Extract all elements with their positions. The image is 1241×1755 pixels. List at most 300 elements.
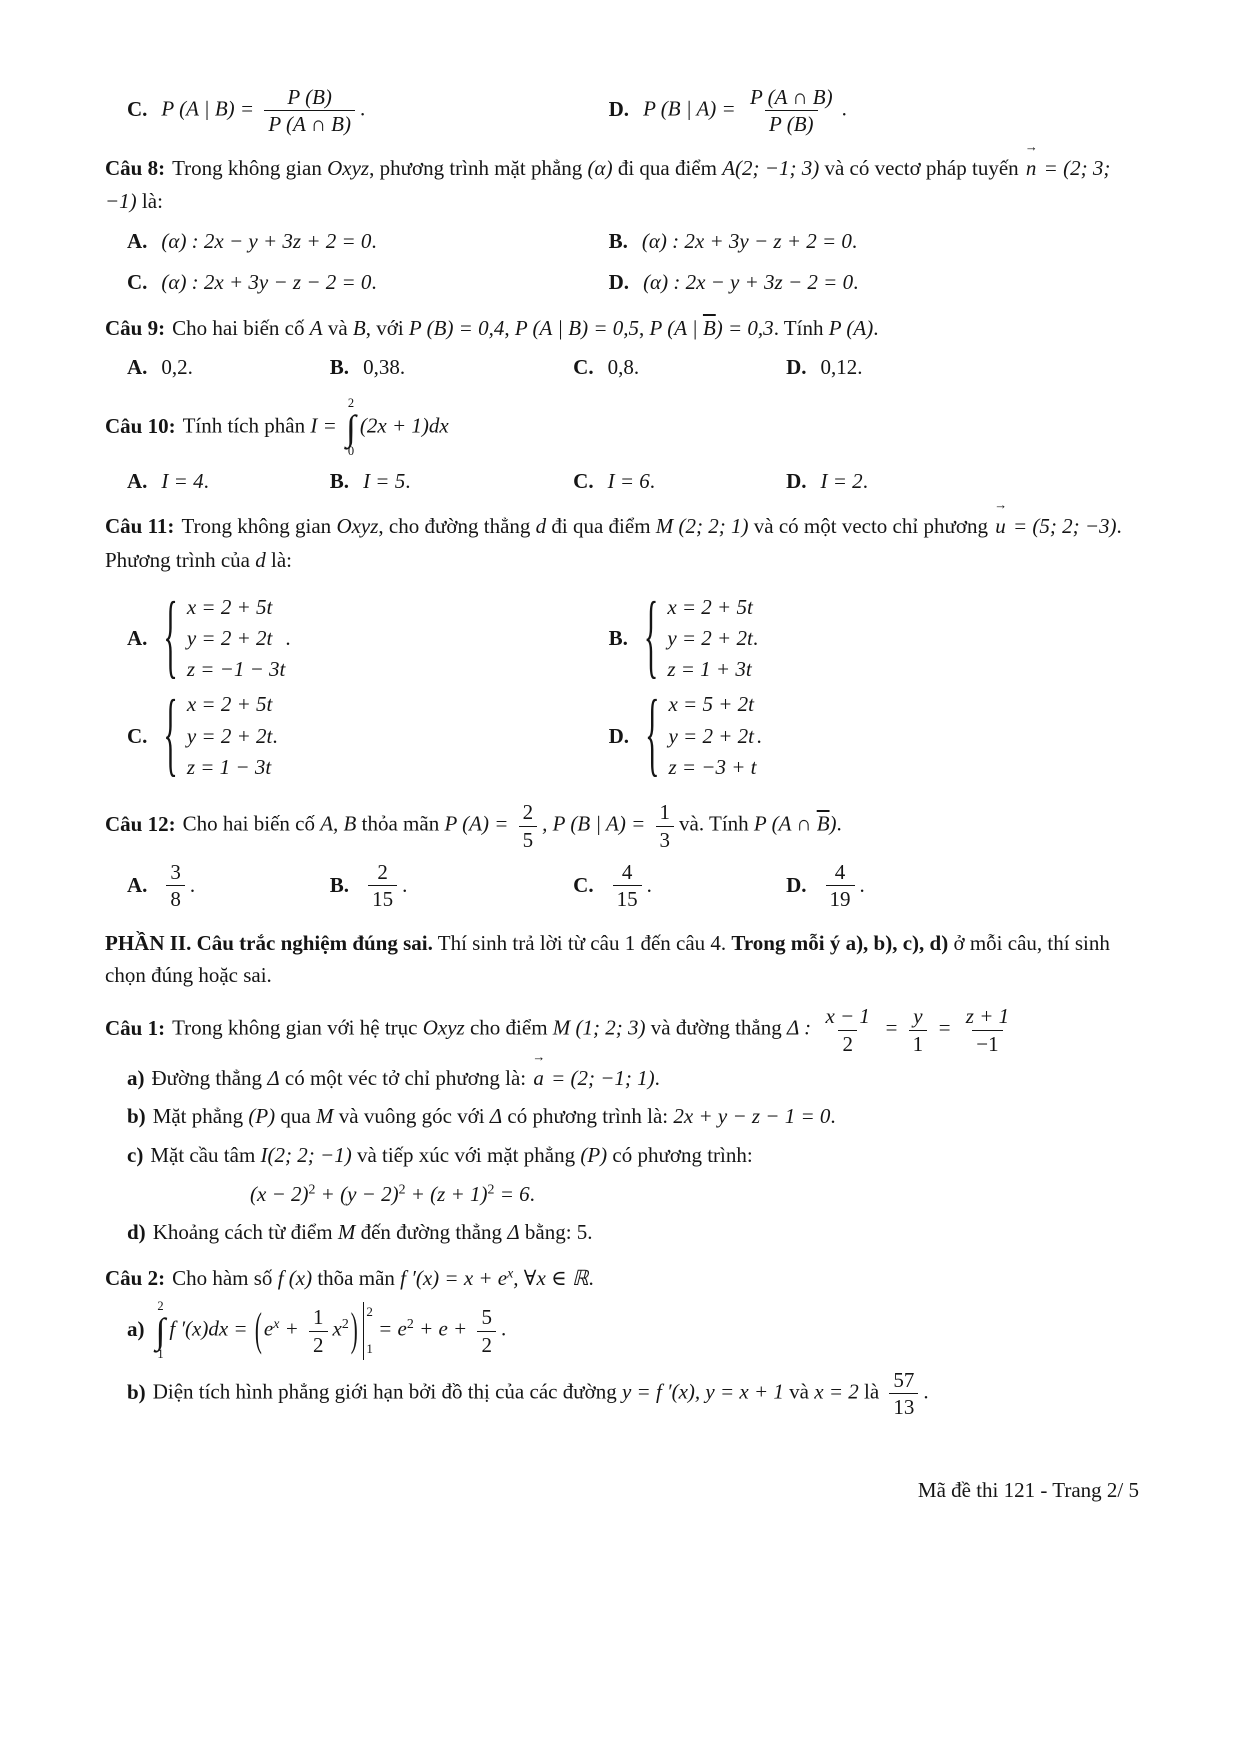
- math-run: P (B): [287, 85, 332, 109]
- bold-run: Trong mỗi ý a), b), c), d): [731, 931, 949, 956]
- cases-line: [187, 691, 273, 718]
- question-label: Câu 2:: [105, 1265, 166, 1290]
- q10-option-a: [127, 465, 330, 499]
- q12-options: [105, 859, 1141, 913]
- fraction-denominator: [613, 885, 642, 912]
- math-run: d: [535, 514, 547, 539]
- p2q1-statement-d: [105, 1216, 1141, 1250]
- text-run: Cho hai biến cố: [172, 315, 310, 340]
- text-run: .: [756, 723, 762, 748]
- fraction-numerator: [909, 1003, 926, 1029]
- text-run: đi qua điểm: [546, 514, 656, 539]
- math-run: P (A ∩ B): [749, 85, 833, 109]
- q10-option-c: [573, 465, 786, 499]
- text-run: 0,12.: [820, 355, 863, 380]
- text-run: 2: [842, 1031, 853, 1056]
- superscript: [399, 1181, 406, 1196]
- option-label: C.: [573, 872, 594, 897]
- text-run: Mặt phẳng: [152, 1104, 249, 1129]
- fraction-denominator: [368, 885, 397, 912]
- text-run: Mặt cầu tâm: [150, 1143, 261, 1167]
- text-run: Đường thẳng: [151, 1065, 268, 1090]
- text-run: .: [646, 872, 652, 897]
- math-run: P (A) =: [444, 811, 514, 836]
- option-label: A.: [127, 468, 148, 493]
- text-run: 1: [659, 800, 671, 825]
- math-run: Δ: [489, 1104, 503, 1129]
- math-run: x: [332, 1317, 342, 1342]
- text-run: .: [371, 228, 377, 253]
- fraction-denominator: [166, 885, 185, 912]
- page-footer: Mã đề thi 121 - Trang 2/ 5: [917, 1478, 1139, 1502]
- option-label: C.: [573, 468, 594, 493]
- fraction-denominator: [889, 1393, 918, 1420]
- p2q1-statement-c-equation: [105, 1178, 1141, 1212]
- overbar-symbol: $\overline{B}$: [702, 315, 716, 340]
- text-run: và: [783, 1379, 815, 1404]
- p2q1-statement-b: [105, 1100, 1141, 1134]
- math-run: z = −1 − 3t: [186, 657, 286, 682]
- text-run: đến đường thẳng: [355, 1220, 508, 1245]
- math-run: z = −3 + t: [668, 755, 757, 780]
- fraction: [909, 1003, 928, 1057]
- text-run: 2: [406, 1316, 414, 1332]
- math-run: = 6: [494, 1181, 530, 1206]
- math-run: ) = 0,3: [715, 315, 774, 340]
- math-run: I = 4: [161, 468, 204, 493]
- math-run: B: [352, 315, 366, 340]
- question-label: a): [127, 1317, 145, 1342]
- text-run: và có một vecto chỉ phương: [748, 514, 994, 539]
- integral: [156, 1300, 166, 1362]
- text-run: 2: [481, 1332, 492, 1357]
- cases-system: [161, 584, 286, 689]
- option-label: D.: [786, 872, 807, 897]
- text-run: .: [752, 625, 759, 650]
- fraction-denominator: [972, 1030, 1002, 1057]
- option-label: B.: [329, 355, 350, 380]
- option-label: C.: [127, 270, 148, 295]
- math-run: (α) : 2x − y + 3z + 2 = 0: [161, 228, 372, 253]
- fraction-denominator: [264, 110, 355, 137]
- text-run: .: [402, 872, 408, 897]
- math-run: Δ :: [786, 1015, 817, 1040]
- option-label: D.: [608, 270, 630, 295]
- lower-limit: 1: [366, 1341, 373, 1357]
- math-run: P (B): [769, 112, 814, 137]
- math-run: y = f ′(x), y = x + 1: [621, 1379, 784, 1404]
- q11-option-b: [608, 584, 1141, 689]
- text-run: có phương trình:: [607, 1143, 753, 1167]
- option-label: A.: [127, 872, 148, 897]
- text-run: 2: [522, 800, 534, 825]
- integral-lower-limit: 1: [157, 1347, 164, 1362]
- math-run: f (x): [277, 1265, 313, 1290]
- text-run: 0,8.: [607, 355, 640, 380]
- superscript: [407, 1316, 414, 1331]
- q9-stem: [105, 312, 1141, 346]
- math-run: =: [878, 1015, 904, 1040]
- text-run: 2: [398, 1180, 406, 1196]
- q8-stem: [105, 152, 1141, 219]
- text-run: Cho hàm số: [172, 1265, 278, 1290]
- text-run: 2: [487, 1180, 495, 1196]
- math-run: Δ: [507, 1220, 520, 1245]
- text-run: .: [285, 625, 291, 650]
- option-label: A.: [127, 625, 148, 650]
- math-run: M (2; 2; 1): [655, 514, 749, 539]
- option-label: D.: [608, 96, 630, 121]
- text-run: .: [359, 96, 366, 121]
- text-run: 1: [912, 1031, 924, 1056]
- cases-line: [668, 754, 756, 781]
- fraction-numerator: [477, 1304, 496, 1330]
- q8-options: [105, 225, 1141, 300]
- text-run: 2: [313, 1332, 324, 1357]
- evaluation-limits: [364, 1302, 373, 1360]
- text-run: cho điểm: [464, 1015, 553, 1040]
- cases-line: [668, 723, 756, 750]
- vector-symbol: u →: [993, 510, 1008, 544]
- cases-system: [161, 682, 273, 787]
- q8-option-d: [609, 266, 1141, 300]
- integral-upper-limit: 2: [157, 1299, 164, 1314]
- text-run: có phương trình là:: [502, 1104, 674, 1129]
- text-run: là:: [136, 189, 163, 214]
- text-run: thỏa mãn: [356, 811, 445, 836]
- fraction-denominator: [826, 885, 855, 912]
- text-run: 0,38.: [363, 355, 406, 380]
- math-run: =: [932, 1015, 957, 1040]
- q10-option-b: [330, 465, 573, 499]
- overbar-symbol: $\overline{B}$: [816, 811, 830, 836]
- text-run: . Phương trình của: [105, 514, 1122, 572]
- fraction: [477, 1304, 496, 1358]
- p2q2-stem: [105, 1262, 1141, 1296]
- text-run: bằng: 5.: [519, 1220, 593, 1245]
- integral-sign: ∫: [346, 407, 356, 448]
- text-run: .: [830, 1104, 836, 1129]
- question-label: a): [127, 1065, 145, 1090]
- math-run: M: [337, 1220, 356, 1245]
- math-run: z + 1: [965, 1004, 1010, 1029]
- q11-option-a: [127, 584, 609, 689]
- option-label: B.: [608, 228, 628, 253]
- q7-option-c: [127, 84, 609, 138]
- math-run: x = 2 + 5t: [667, 594, 753, 619]
- text-run: thõa mãn: [312, 1265, 401, 1290]
- math-run: x − 1: [825, 1004, 870, 1029]
- integral-lower-limit: 0: [347, 444, 355, 458]
- q9-options: [105, 351, 1141, 385]
- text-run: Tính tích phân: [182, 413, 311, 438]
- fraction-denominator: [765, 110, 818, 137]
- integral-sign: ∫: [155, 1311, 166, 1352]
- text-run: đi qua điểm: [612, 155, 723, 180]
- math-run: + (z + 1): [405, 1181, 488, 1206]
- fraction-numerator: [618, 859, 637, 885]
- q9-option-b: [330, 351, 573, 385]
- text-run: .: [189, 872, 196, 897]
- superscript: [342, 1316, 349, 1331]
- text-run: .: [649, 468, 655, 493]
- math-run: x: [273, 1316, 280, 1332]
- text-run: Trong không gian: [181, 514, 337, 539]
- math-run: I = 6: [607, 468, 650, 493]
- text-run: .: [405, 468, 411, 493]
- cases-line: [668, 691, 756, 718]
- math-run: ): [829, 811, 837, 836]
- text-run: 0,2.: [161, 355, 193, 380]
- text-run: Diện tích hình phẳng giới hạn bởi đồ thị của các đường: [152, 1379, 622, 1404]
- math-run: x = 2: [814, 1379, 859, 1404]
- q9-option-c: [573, 351, 786, 385]
- question-label: c): [127, 1143, 144, 1167]
- cases-lines: [668, 691, 756, 781]
- fraction-numerator: [519, 799, 538, 825]
- fraction: [889, 1367, 918, 1421]
- fraction-numerator: [831, 859, 850, 885]
- option-label: D.: [786, 468, 807, 493]
- math-run: (P): [580, 1143, 608, 1167]
- fraction-numerator: [166, 859, 185, 885]
- text-run: Trong không gian: [172, 155, 328, 180]
- fraction: [962, 1003, 1013, 1057]
- text-run: , với: [365, 315, 409, 340]
- math-run: P (A | B) = 0,5: [514, 315, 640, 340]
- option-label: A.: [127, 355, 148, 380]
- fraction-numerator: [373, 859, 392, 885]
- math-run: P (A | B) =: [161, 96, 260, 121]
- math-run: y = 2 + 2t: [668, 723, 754, 748]
- text-run: 13: [893, 1395, 915, 1420]
- math-run: , ∀x ∈ ℝ: [513, 1265, 589, 1290]
- text-run: .: [873, 315, 879, 340]
- math-run: + (y − 2): [315, 1181, 399, 1206]
- math-run: +: [279, 1317, 305, 1342]
- left-brace-icon: {: [163, 584, 178, 689]
- text-run: và vuông góc với: [333, 1104, 490, 1129]
- text-run: , cho đường thẳng: [378, 514, 536, 539]
- math-run: x = 2 + 5t: [186, 692, 273, 717]
- math-run: I =: [310, 413, 342, 438]
- question-label: Câu 10:: [105, 413, 176, 438]
- math-run: A, B: [320, 811, 357, 836]
- p2q2-statement-a: [105, 1300, 1141, 1362]
- math-run: (α) : 2x + 3y − z + 2 = 0: [641, 228, 852, 253]
- text-run: và. Tính: [679, 811, 754, 836]
- text-run: và có vectơ pháp tuyến: [819, 155, 1024, 180]
- text-run: .: [272, 723, 278, 748]
- fraction-denominator: [656, 826, 675, 853]
- math-run: = (2; 3; −1): [105, 155, 1111, 214]
- q12-option-c: [573, 859, 786, 913]
- fraction: [746, 84, 837, 138]
- fraction-numerator: [889, 1367, 918, 1393]
- p2q1-stem: [105, 1003, 1141, 1057]
- math-run: x = 2 + 5t: [186, 594, 273, 619]
- p2q1-statement-a: [105, 1062, 1141, 1096]
- math-run: (α) : 2x + 3y − z − 2 = 0: [161, 270, 372, 295]
- text-run: 4: [834, 859, 846, 884]
- math-run: A: [309, 315, 323, 340]
- q9-option-a: [127, 351, 330, 385]
- q10-option-d: [786, 465, 1141, 499]
- math-run: Δ: [267, 1065, 280, 1090]
- math-run: Oxyz: [422, 1015, 465, 1040]
- math-run: A(2; −1; 3): [722, 155, 820, 180]
- text-run: ở mỗi câu, thí sinh chọn đúng hoặc sai.: [105, 931, 1110, 987]
- math-run: z = 1 + 3t: [667, 657, 752, 682]
- left-brace-icon: {: [643, 584, 659, 689]
- fraction-denominator: [477, 1331, 496, 1358]
- text-run: ,: [639, 315, 650, 340]
- text-run: 2: [341, 1316, 349, 1332]
- fraction: [166, 859, 185, 913]
- math-run: x = 5 + 2t: [668, 692, 754, 717]
- cases-lines: [187, 594, 286, 684]
- text-run: có một véc tở chỉ phương là:: [279, 1065, 532, 1090]
- math-run: M (1; 2; 3): [552, 1015, 646, 1040]
- text-run: .: [654, 1065, 660, 1090]
- question-label: b): [127, 1379, 146, 1404]
- text-run: 2: [308, 1180, 316, 1196]
- text-run: .: [923, 1379, 929, 1404]
- upper-limit: 2: [366, 1304, 373, 1320]
- text-run: và tiếp xúc với mặt phẳng: [351, 1143, 581, 1167]
- q11-option-d: [608, 682, 1141, 787]
- cases-line: [187, 723, 273, 750]
- math-run: M: [316, 1104, 334, 1129]
- fraction: [821, 1003, 874, 1057]
- math-run: y = 2 + 2t: [186, 723, 273, 748]
- math-run: + e +: [413, 1317, 473, 1342]
- text-run: .: [859, 872, 865, 897]
- option-label: D.: [608, 723, 630, 748]
- text-run: 4: [621, 859, 633, 884]
- text-run: .: [500, 1317, 507, 1342]
- math-run: P (A ∩ B): [268, 112, 351, 137]
- math-run: e: [263, 1317, 274, 1342]
- text-run: Trong không gian với hệ trục: [172, 1015, 423, 1040]
- fraction: [264, 84, 355, 138]
- cases-line: [187, 754, 273, 781]
- q8-option-b: [609, 225, 1141, 259]
- option-label: C.: [573, 355, 594, 380]
- text-run: −1: [976, 1031, 999, 1056]
- text-run: 5: [481, 1305, 492, 1330]
- cases-line: [187, 625, 286, 652]
- math-run: = (2; −1; 1): [545, 1065, 655, 1090]
- cases-line: [187, 656, 286, 683]
- q10-options: [105, 465, 1141, 499]
- math-run: = e: [372, 1317, 407, 1342]
- math-run: (α): [587, 155, 613, 180]
- math-run: z = 1 − 3t: [186, 755, 272, 780]
- text-run: 2: [377, 859, 388, 884]
- vector-symbol: a →: [531, 1062, 546, 1096]
- fraction-numerator: [309, 1304, 328, 1330]
- text-run: 5: [522, 827, 534, 852]
- text-run: là: [858, 1379, 885, 1404]
- math-run: P (A ∩: [753, 811, 817, 836]
- math-run: (2x + 1)dx: [359, 413, 449, 438]
- math-run: Oxyz: [327, 155, 370, 180]
- text-run: .: [841, 96, 847, 121]
- math-run: I = 2: [820, 468, 863, 493]
- math-run: f ′(x) = x + e: [400, 1265, 508, 1290]
- math-run: , P (B | A) =: [542, 811, 651, 836]
- text-run: .: [853, 270, 859, 295]
- cases-line: [667, 625, 753, 652]
- fraction-numerator: [746, 84, 837, 110]
- math-run: P (A |: [649, 315, 703, 340]
- fraction-numerator: [283, 84, 336, 110]
- part2-header: [105, 928, 1141, 991]
- option-label: B.: [329, 872, 350, 897]
- text-run: 3: [170, 859, 181, 884]
- question-label: b): [127, 1104, 146, 1129]
- math-run: y: [913, 1004, 923, 1029]
- text-run: Khoảng cách từ điểm: [152, 1220, 338, 1245]
- text-run: .: [836, 811, 842, 836]
- math-run: y = 2 + 2t: [667, 625, 753, 650]
- text-run: 15: [616, 887, 638, 912]
- math-run: Oxyz: [336, 514, 379, 539]
- q12-option-a: [127, 859, 330, 913]
- text-run: và: [322, 315, 353, 340]
- text-run: .: [862, 468, 868, 493]
- text-run: là:: [265, 547, 292, 572]
- text-run: Thí sinh trả lời từ câu 1 đến câu 4.: [432, 931, 732, 956]
- integral: [346, 397, 356, 459]
- bold-run: PHẦN II. Câu trắc nghiệm đúng sai.: [105, 931, 433, 956]
- math-run: I(2; 2; −1): [260, 1143, 352, 1167]
- q9-option-d: [786, 351, 1141, 385]
- q10-stem: [105, 397, 1141, 459]
- integral-upper-limit: 2: [347, 396, 355, 411]
- question-label: Câu 11:: [105, 514, 175, 539]
- evaluation-bar: [363, 1302, 373, 1360]
- cases-lines: [187, 691, 273, 781]
- text-run: 1: [313, 1305, 324, 1330]
- text-run: .: [203, 468, 209, 493]
- vector-symbol: n →: [1024, 152, 1039, 186]
- question-label: Câu 8:: [105, 155, 166, 180]
- text-run: 15: [372, 887, 394, 912]
- text-run: qua: [275, 1104, 316, 1129]
- text-run: 57: [893, 1368, 915, 1393]
- cases-line: [667, 594, 753, 621]
- fraction: [309, 1304, 328, 1358]
- q8-option-c: [127, 266, 609, 300]
- math-run: (α) : 2x − y + 3z − 2 = 0: [643, 270, 854, 295]
- math-run: P (A): [828, 315, 874, 340]
- math-run: I = 5: [363, 468, 406, 493]
- fraction-numerator: [821, 1003, 874, 1029]
- q12-option-d: [786, 859, 1141, 913]
- option-label: A.: [127, 228, 148, 253]
- q12-option-b: [330, 859, 573, 913]
- q11-stem: [105, 510, 1141, 577]
- question-label: d): [127, 1220, 146, 1245]
- cases-line: [187, 594, 286, 621]
- fraction-denominator: [519, 826, 538, 853]
- q12-stem: [105, 799, 1141, 853]
- cases-system: [643, 682, 757, 787]
- question-label: Câu 1:: [105, 1015, 166, 1040]
- math-run: (x − 2): [250, 1181, 309, 1206]
